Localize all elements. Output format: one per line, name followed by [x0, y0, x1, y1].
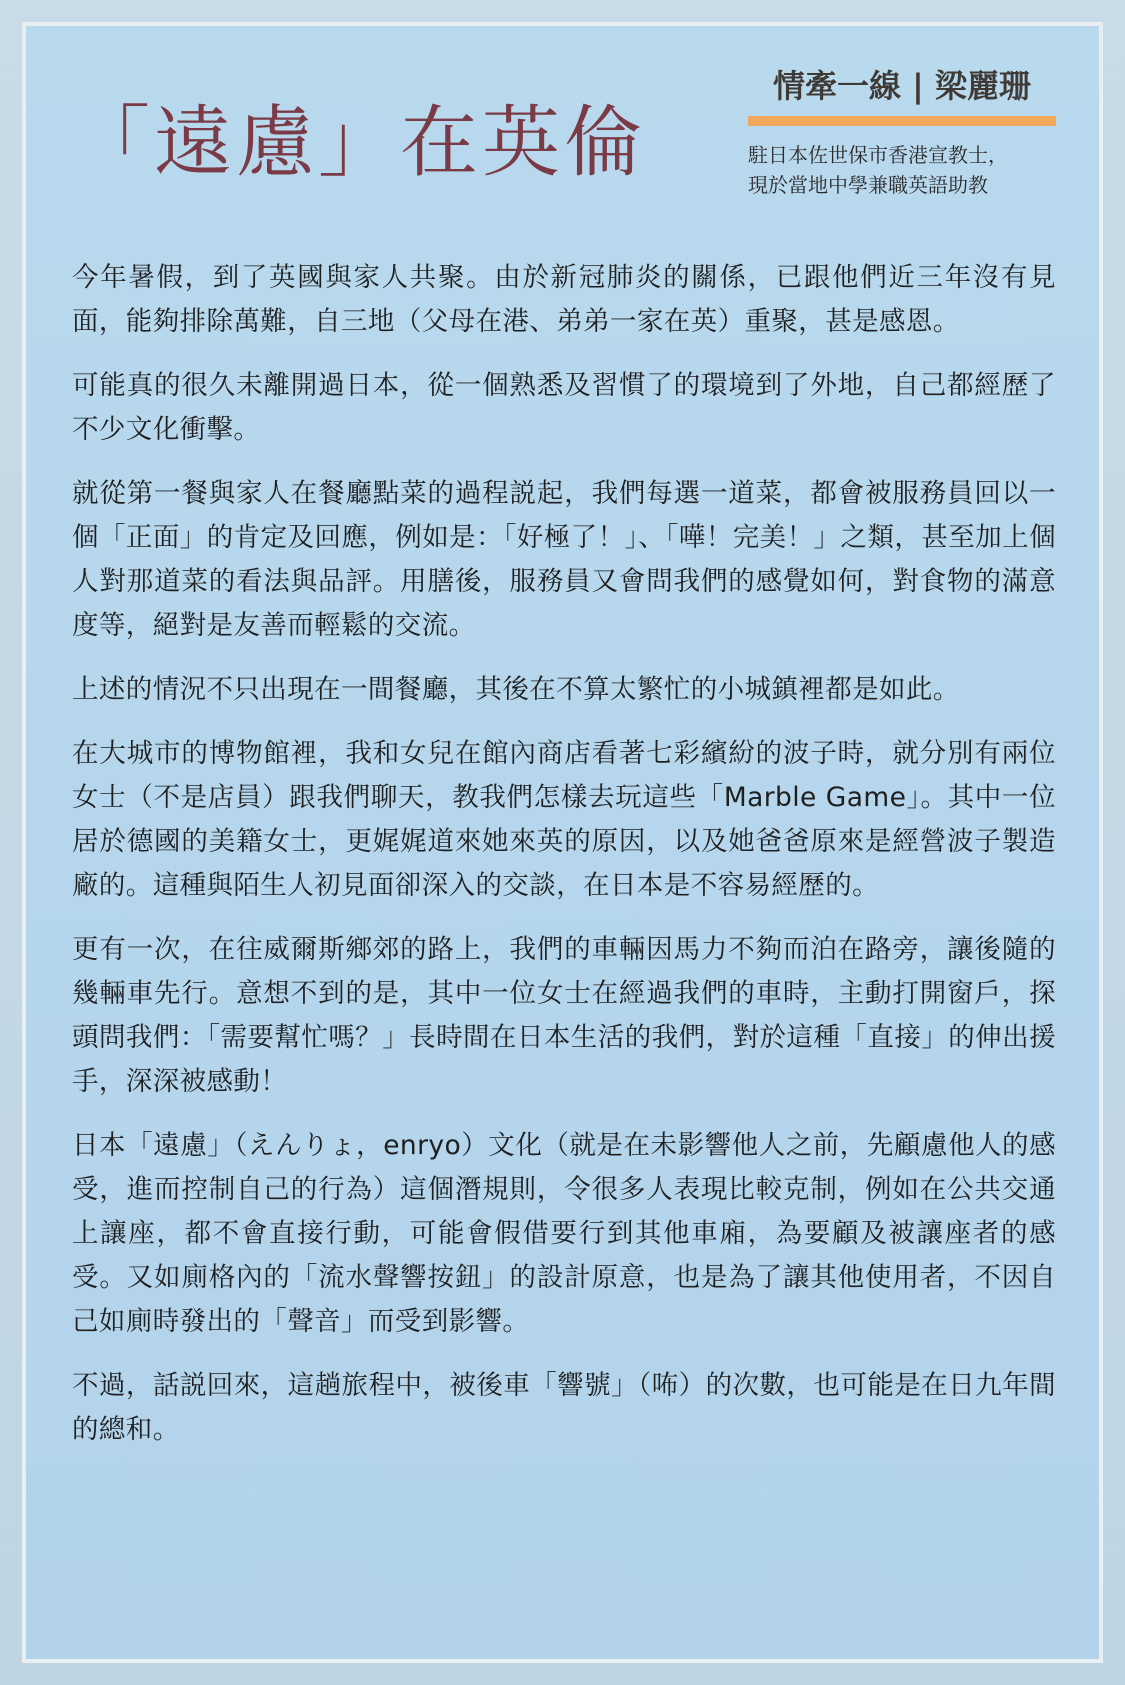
- author-name: 梁麗珊: [934, 67, 1031, 105]
- article-paragraph: 在大城市的博物館裡，我和女兒在館內商店看著七彩繽紛的波子時，就分別有兩位女士（不是店員）跟我們聊天，教我們怎樣去玩這些「Marble Game」。其中一位居於德國的美籍女士，更娓娓道來她來英的原因，以及她爸爸原來是經營波子製造廠的。這種與陌生人初見面卻深入的交談，在日本是不容易經歷的。: [72, 738, 1056, 901]
- column-byline: [748, 62, 1056, 110]
- article-paragraph: 就從第一餐與家人在餐廳點菜的過程説起，我們每選一道菜，都會被服務員回以一個「正面」的肯定及回應，例如是：「好極了！」、「嘩！完美！」之類，甚至加上個人對那道菜的看法與品評。用膳後，服務員又會問我們的感覺如何，對食物的滿意度等，絕對是友善而輕鬆的交流。: [72, 478, 1056, 641]
- article-paragraph: 不過，話説回來，這趟旅程中，被後車「響號」（咘）的次數，也可能是在日九年間的總和。: [72, 1370, 1056, 1445]
- article-paragraph: 更有一次，在往威爾斯鄉郊的路上，我們的車輛因馬力不夠而泊在路旁，讓後隨的幾輛車先行。意想不到的是，其中一位女士在經過我們的車時，主動打開窗戶，探頭問我們：「需要幫忙嗎？」長時間在日本生活的我們，對於這種「直接」的伸出援手，深深被感動！: [72, 934, 1056, 1097]
- article-paragraph: 日本「遠慮」（えんりょ，enryo）文化（就是在未影響他人之前，先顧慮他人的感受，進而控制自己的行為）這個潛規則，令很多人表現比較克制，例如在公共交通上讓座，都不會直接行動，可能會假借要行到其他車廂，為要顧及被讓座者的感受。又如廁格內的「流水聲響按鈕」的設計原意，也是為了讓其他使用者，不因自己如廁時發出的「聲音」而受到影響。: [72, 1130, 1056, 1337]
- author-note: [748, 140, 1078, 200]
- byline-accent-bar: [748, 116, 1056, 126]
- article-paragraph: 今年暑假，到了英國與家人共聚。由於新冠肺炎的關係，已跟他們近三年沒有見面，能夠排除萬難，自三地（父母在港、弟弟一家在英）重聚，甚是感恩。: [72, 262, 1056, 337]
- article-title: 「遠慮」在英倫: [72, 98, 647, 188]
- article-paragraph: 可能真的很久未離開過日本，從一個熟悉及習慣了的環境到了外地，自己都經歷了不少文化衝擊。: [72, 370, 1056, 445]
- author-note-line: 現於當地中學兼職英語助教: [748, 173, 988, 197]
- article-paragraph: 上述的情況不只出現在一間餐廳，其後在不算太繁忙的小城鎮裡都是如此。: [72, 674, 960, 705]
- author-note-line: 駐日本佐世保市香港宣教士，: [748, 143, 1008, 167]
- byline-separator: |: [912, 67, 924, 105]
- column-series-name: 情牽一線: [773, 67, 902, 105]
- article-body: [72, 256, 1056, 1472]
